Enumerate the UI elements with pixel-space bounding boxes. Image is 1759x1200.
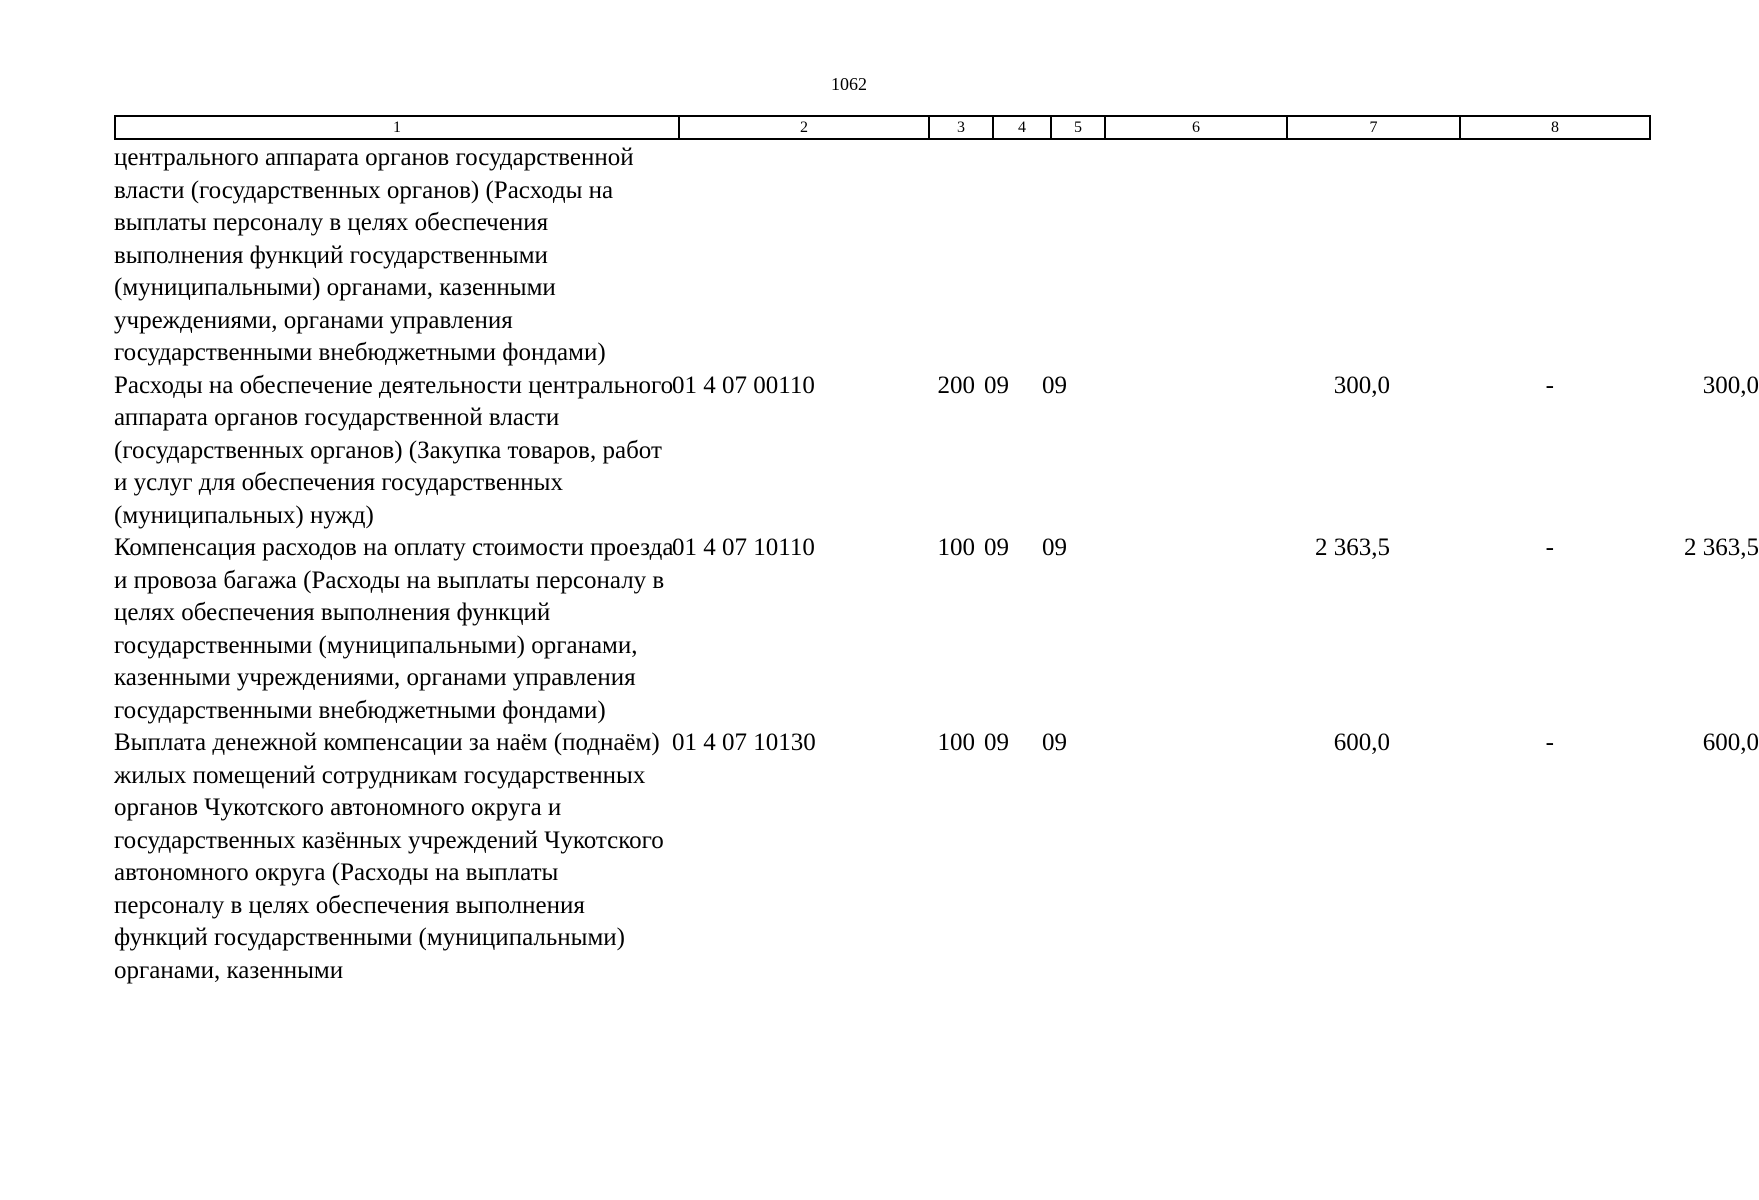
column-header-8: 8 bbox=[1460, 116, 1650, 139]
amount-column-7: - bbox=[1545, 371, 1554, 399]
column-number-header bbox=[114, 115, 1651, 140]
table-row bbox=[114, 532, 1759, 727]
amount-column-6: 300,0 bbox=[1333, 371, 1390, 399]
column-header-3: 3 bbox=[929, 116, 993, 139]
expense-type-code: 200 bbox=[937, 371, 975, 399]
amount-column-8: 300,0 bbox=[1702, 371, 1759, 399]
page-number: 1062 bbox=[831, 74, 867, 94]
column-header-2: 2 bbox=[679, 116, 929, 139]
expense-type-code: 100 bbox=[937, 534, 975, 561]
amount-column-7: - bbox=[1545, 729, 1554, 756]
amount-column-8: 600,0 bbox=[1702, 729, 1759, 756]
budget-table-body bbox=[114, 142, 1759, 987]
row-description: Расходы на обеспечение деятельности центрального аппарата органов государственной власти (государственных органов) (Закупка товаров, работ и услуг для обеспечения государственных (муниципальных) нужд) bbox=[114, 371, 674, 529]
column-header-6: 6 bbox=[1105, 116, 1287, 139]
row-description: Выплата денежной компенсации за наём (поднаём) жилых помещений сотрудникам государственных органов Чукотского автономного округа и государственных казённых учреждений Чукотского автономного округа (Расходы на выплаты персоналу в целях обеспечения выполнения функций государственными (муниципальными) органами, казенными bbox=[114, 729, 664, 984]
subsection-code: 09 bbox=[1042, 729, 1067, 756]
amount-column-6: 600,0 bbox=[1333, 729, 1390, 756]
column-header-1: 1 bbox=[115, 116, 679, 139]
table-row bbox=[114, 142, 1649, 370]
subsection-code: 09 bbox=[1042, 371, 1067, 399]
subsection-code: 09 bbox=[1042, 534, 1067, 561]
expense-type-code: 100 bbox=[937, 729, 975, 756]
amount-column-6: 2 363,5 bbox=[1315, 534, 1390, 561]
row-description: Компенсация расходов на оплату стоимости проезда и провоза багажа (Расходы на выплаты персоналу в целях обеспечения выполнения функций государственными (муниципальными) органами, казенными учреждениями, органами управления государственными внебюджетными фондами) bbox=[114, 534, 674, 724]
row-description: центрального аппарата органов государственной власти (государственных органов) (Расходы на выплаты персоналу в целях обеспечения выполнения функций государственными (муниципальными) органами, казенными учреждениями, органами управления государственными внебюджетными фондами) bbox=[114, 144, 634, 366]
section-code: 09 bbox=[984, 371, 1009, 399]
column-header-5: 5 bbox=[1051, 116, 1105, 139]
column-header-7: 7 bbox=[1287, 116, 1460, 139]
amount-column-7: - bbox=[1545, 534, 1554, 561]
column-header-4: 4 bbox=[993, 116, 1051, 139]
section-code: 09 bbox=[984, 729, 1009, 756]
target-article-code: 01 4 07 00110 bbox=[672, 371, 815, 399]
table-row bbox=[114, 727, 1759, 987]
amount-column-8: 2 363,5 bbox=[1684, 534, 1759, 561]
target-article-code: 01 4 07 10110 bbox=[672, 534, 815, 561]
section-code: 09 bbox=[984, 534, 1009, 561]
table-row bbox=[114, 370, 1759, 533]
target-article-code: 01 4 07 10130 bbox=[672, 729, 816, 756]
